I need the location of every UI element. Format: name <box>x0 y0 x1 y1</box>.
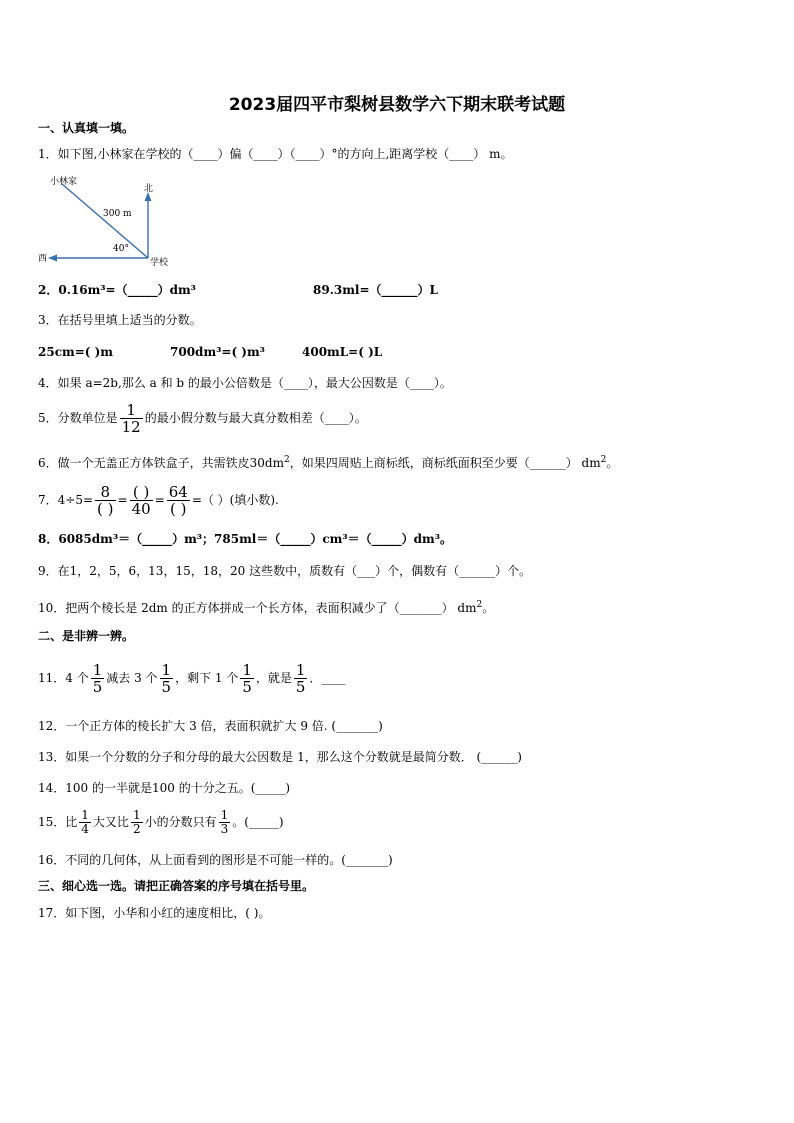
q6-value: 30dm <box>249 456 284 470</box>
q11-f2-numerator: 1 <box>161 661 172 679</box>
q11-f1-numerator: 1 <box>92 661 103 679</box>
question-12: 12．一个正方体的棱长扩大 3 倍，表面积就扩大 9 倍. (_______) <box>38 719 383 733</box>
q10-end: 。 <box>482 601 495 615</box>
q7-equals-1: = <box>117 493 128 507</box>
question-7 <box>38 482 279 518</box>
q15-f2-denominator: 2 <box>132 822 141 836</box>
question-3a: 25cm=( )m <box>38 345 113 359</box>
q6-end: 。 <box>606 456 619 470</box>
label-school: 学校 <box>150 258 169 268</box>
q7-f1-denominator: ( ) <box>97 500 114 518</box>
q15-suffix: 。(_____) <box>232 815 284 829</box>
q7-f3-numerator: 64 <box>168 483 188 501</box>
q11-part-1: 11．4 个 <box>38 671 89 685</box>
q5-suffix: 的最小假分数与最大真分数相差（____）。 <box>144 411 367 425</box>
q11-f4-numerator: 1 <box>295 661 306 679</box>
page-title: 2023届四平市梨树县数学六下期末联考试题 <box>228 95 566 115</box>
label-distance: 300 m <box>103 209 132 219</box>
question-5 <box>38 402 367 435</box>
question-13: 13．如果一个分数的分子和分母的最大公因数是 1，那么这个分数就是最简分数． (______) <box>38 750 522 764</box>
label-home: 小林家 <box>50 177 78 187</box>
question-3b: 700dm³=( )m³ <box>170 345 265 359</box>
q11-part-4: ，就是 <box>255 671 292 685</box>
question-6 <box>38 452 618 471</box>
q7-f3-denominator: ( ) <box>170 500 187 518</box>
q5-denominator: 12 <box>121 418 141 436</box>
question-2a: 2．0.16m³=（_____）dm³ <box>38 283 196 297</box>
q7-equals-2: = <box>154 493 165 507</box>
q10-exponent: 2 <box>476 600 483 610</box>
q11-f4-denominator: 5 <box>295 678 306 696</box>
q7-suffix: =（ ）(填小数). <box>191 493 279 507</box>
q15-middle-2: 小的分数只有 <box>144 815 217 829</box>
q11-f2-denominator: 5 <box>161 678 172 696</box>
q15-f3-numerator: 1 <box>220 808 229 822</box>
q15-fraction-2 <box>131 809 143 836</box>
q15-f2-numerator: 1 <box>132 808 141 822</box>
q7-fraction-2 <box>130 484 153 517</box>
q11-f1-denominator: 5 <box>92 678 103 696</box>
q6-prefix: 6．做一个无盖正方体铁盒子，共需铁皮 <box>38 456 250 470</box>
q11-part-3: ，剩下 1 个 <box>175 671 239 685</box>
question-3c: 400mL=( )L <box>302 345 383 359</box>
q15-f1-numerator: 1 <box>81 808 89 822</box>
section-heading-3: 三、细心选一选。请把正确答案的序号填在括号里。 <box>38 879 315 893</box>
q15-fraction-3 <box>219 809 231 836</box>
question-17: 17．如下图，小华和小红的速度相比，( )。 <box>38 906 271 920</box>
q15-fraction-1 <box>79 809 91 836</box>
q15-f3-denominator: 3 <box>220 822 229 836</box>
question-16: 16．不同的几何体，从上面看到的图形是不可能一样的。(_______) <box>38 853 393 867</box>
question-8: 8．6085dm³＝（_____）m³；785ml＝（_____）cm³＝（_____）dm³。 <box>38 532 452 546</box>
label-north: 北 <box>144 184 154 194</box>
q11-fraction-4 <box>294 662 308 695</box>
q6-suffix: ，如果四周贴上商标纸，商标纸面积至少要（______） dm <box>289 456 601 470</box>
q7-f2-denominator: 40 <box>131 500 151 518</box>
section-heading-2: 二、是非辨一辨。 <box>38 629 135 643</box>
question-15 <box>38 806 284 838</box>
q11-fraction-1 <box>91 662 105 695</box>
q7-prefix: 7．4÷5= <box>38 493 94 507</box>
q7-fraction-3 <box>167 484 190 517</box>
question-9: 9．在1，2，5，6，13，15，18，20 这些数中，质数有（___）个，偶数有（______）个。 <box>38 564 532 578</box>
label-west: 西 <box>38 254 48 264</box>
q7-f1-numerator: 8 <box>95 484 115 501</box>
question-14: 14．100 的一半就是100 的十分之五。(_____) <box>38 781 291 795</box>
q6-exponent: 2 <box>283 455 290 465</box>
label-angle: 40° <box>113 244 129 254</box>
q15-prefix: 15．比 <box>38 815 78 829</box>
q11-fraction-2 <box>160 662 174 695</box>
q10-text: 10．把两个棱长是 2dm 的正方体拼成一个长方体，表面积减少了（_______） dm <box>38 601 477 615</box>
question-4: 4．如果 a=2b,那么 a 和 b 的最小公倍数是（____），最大公因数是（____）。 <box>38 376 452 390</box>
q11-fraction-3 <box>240 662 254 695</box>
q5-prefix: 5．分数单位是 <box>38 411 118 425</box>
q5-fraction <box>120 402 143 435</box>
question-2b: 89.3ml=（______）L <box>313 283 438 297</box>
question-10 <box>38 597 494 616</box>
q6-exponent-2: 2 <box>600 455 607 465</box>
question-1: 1．如下图,小林家在学校的（____）偏（____）（____）°的方向上,距离学校（____） m。 <box>38 147 513 161</box>
q7-f2-numerator: ( ) <box>130 484 153 501</box>
question-11 <box>38 660 345 696</box>
q11-part-2: 减去 3 个 <box>106 671 158 685</box>
q11-f3-denominator: 5 <box>242 678 252 696</box>
section-heading-1: 一、认真填一填。 <box>38 121 135 135</box>
q15-f1-denominator: 4 <box>81 822 89 836</box>
q7-fraction-1 <box>95 484 115 517</box>
q15-middle-1: 大又比 <box>92 815 129 829</box>
question-3: 3．在括号里填上适当的分数。 <box>38 313 202 327</box>
q11-part-5: ．____ <box>309 671 346 685</box>
q11-f3-numerator: 1 <box>242 661 252 679</box>
q5-numerator: 1 <box>120 402 143 419</box>
direction-diagram <box>36 170 186 270</box>
